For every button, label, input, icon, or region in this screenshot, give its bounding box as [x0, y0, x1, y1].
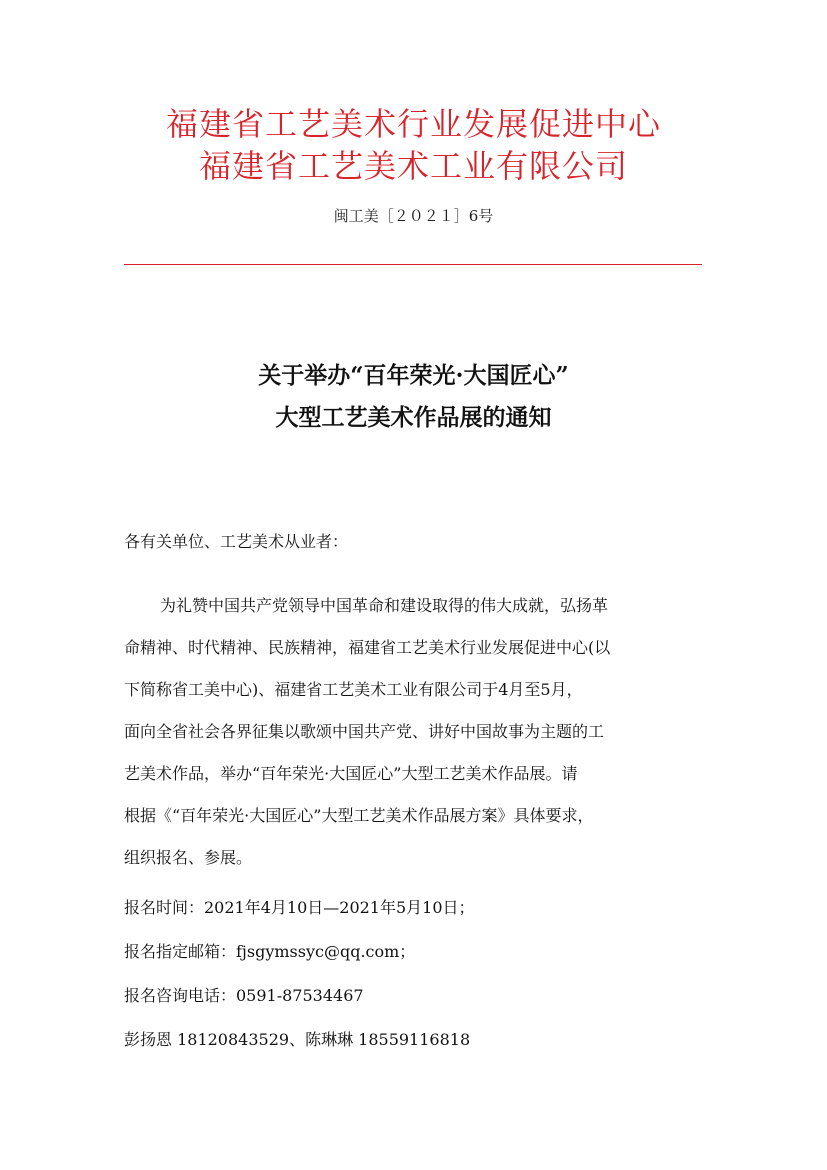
- document-number: 闽工美［２０２１］6号: [333, 207, 494, 225]
- body-line: 根据《“百年荣光·大国匠心”大型工艺美术作品展方案》具体要求，: [124, 806, 594, 825]
- notice-title-line-1: 关于举办“百年荣光·大国匠心”: [258, 362, 569, 389]
- body-line: 组织报名、参展。: [124, 848, 253, 867]
- body-line: 艺美术作品，举办“百年荣光·大国匠心”大型工艺美术作品展。请: [124, 764, 578, 783]
- body-line: 面向全省社会各界征集以歌颂中国共产党、讲好中国故事为主题的工: [124, 722, 605, 741]
- contact-persons: 彭扬恩 18120843529、陈琳琳 18559116818: [124, 1030, 471, 1049]
- salutation: 各有关单位、工艺美术从业者：: [124, 532, 349, 551]
- body-line: 为礼赞中国共产党领导中国革命和建设取得的伟大成就，弘扬革: [160, 596, 609, 615]
- header-divider: [124, 264, 702, 265]
- body-paragraph: [124, 594, 704, 888]
- registration-time: 报名时间：2021年4月10日—2021年5月10日；: [124, 898, 475, 917]
- issuing-org-line-2: 福建省工艺美术工业有限公司: [198, 147, 628, 185]
- body-line: 下简称省工美中心)、福建省工艺美术工业有限公司于4月至5月，: [124, 680, 583, 699]
- notice-title-line-2: 大型工艺美术作品展的通知: [275, 404, 552, 431]
- issuing-org-line-1: 福建省工艺美术行业发展促进中心: [165, 105, 661, 143]
- body-line: 命精神、时代精神、民族精神，福建省工艺美术行业发展促进中心(以: [124, 638, 611, 657]
- registration-email: 报名指定邮箱：fjsgymssyc@qq.com；: [124, 942, 416, 961]
- consult-phone: 报名咨询电话：0591-87534467: [124, 986, 364, 1005]
